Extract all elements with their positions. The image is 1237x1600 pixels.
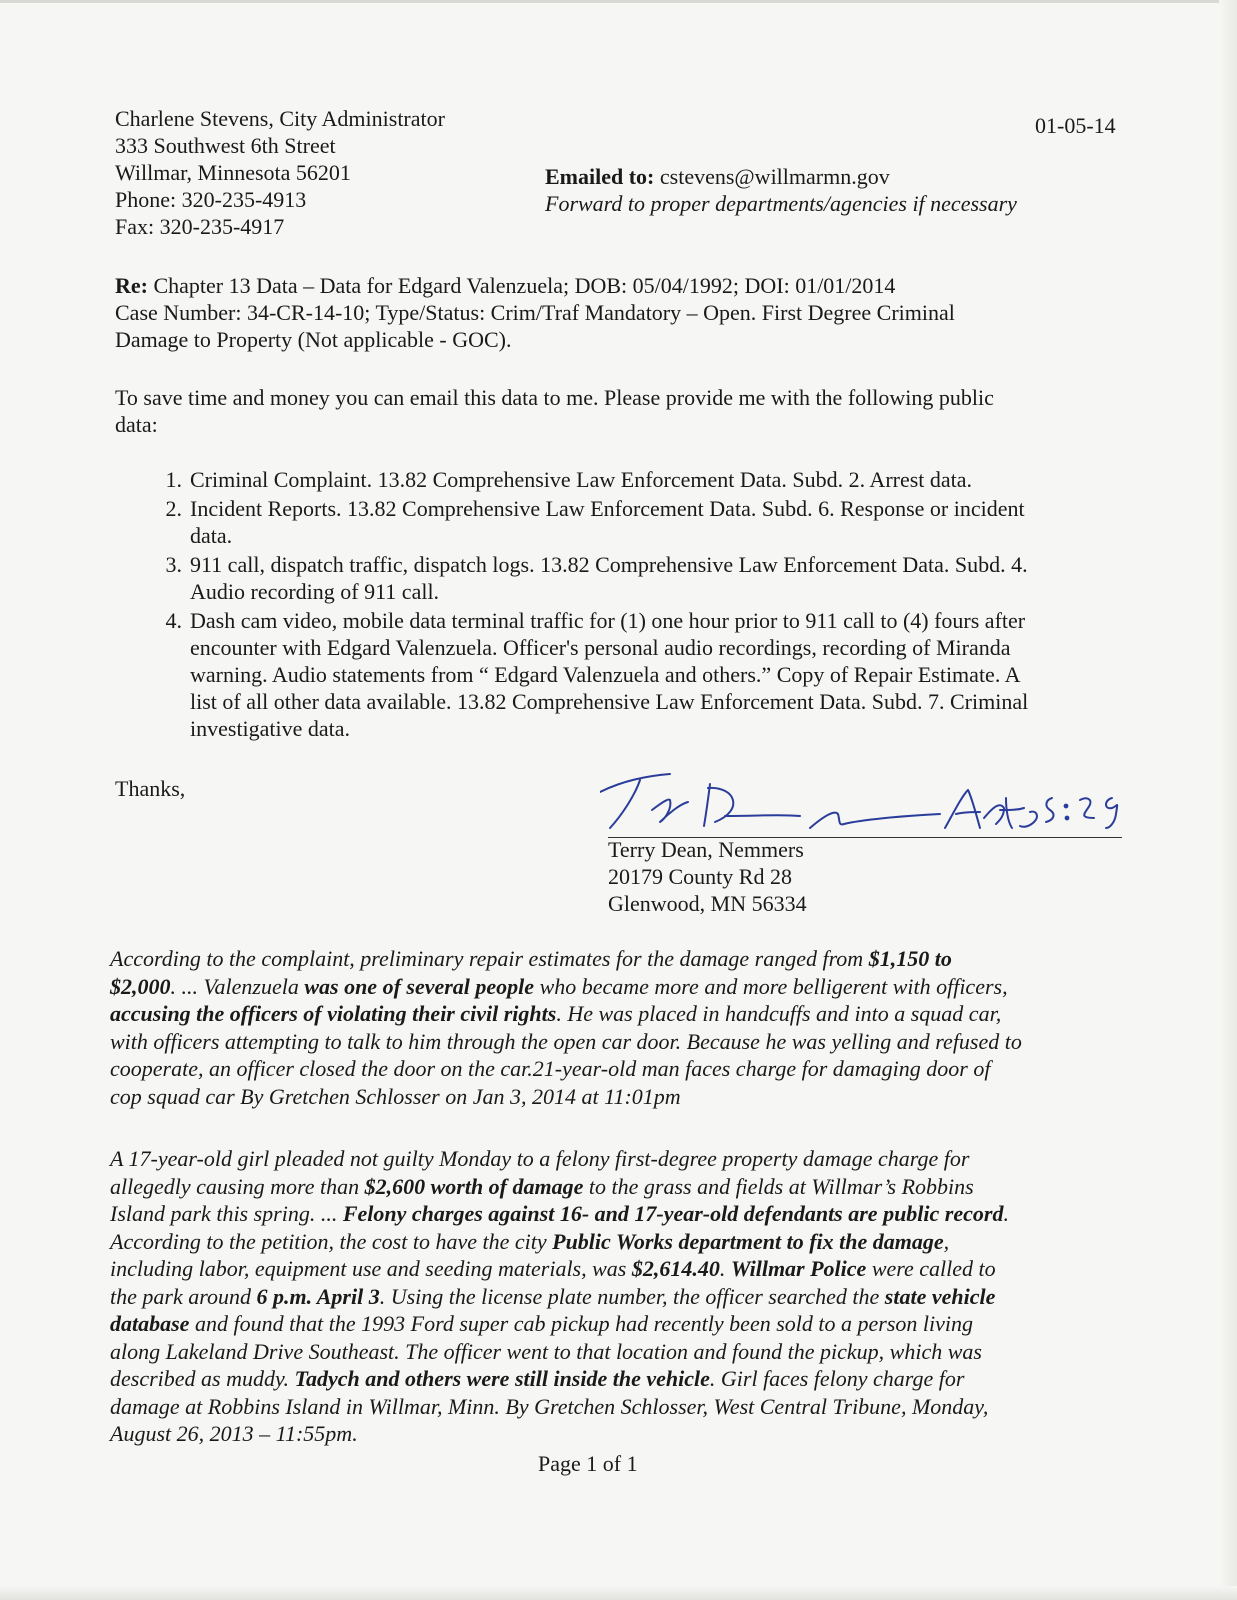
quote-run: damage at Robbins Island in Willmar, Minn. By Gretchen Schlosser, West Central Tribune, Monday, (110, 1393, 989, 1419)
signature-address (608, 836, 807, 917)
quote-bold-run: $2,600 worth of damage (364, 1173, 584, 1199)
quote-line (110, 1173, 1130, 1201)
request-text (190, 495, 1120, 549)
request-number: 2. (165, 496, 182, 521)
quote-run: . (719, 1256, 731, 1281)
request-line: warning. Audio statements from “ Edgard Valenzuela and others.” Copy of Repair Estimate. A (190, 662, 1021, 687)
quote-run: . Girl faces felony charge for (709, 1366, 965, 1391)
closing: Thanks, (115, 776, 186, 801)
quote-line (110, 1228, 1130, 1256)
quote-run: were called to (866, 1256, 996, 1281)
quote-bold-run: $1,150 to (868, 946, 952, 971)
scan-top-edge (0, 0, 1237, 3)
re-line-1: Chapter 13 Data – Data for Edgard Valenzuela; DOB: 05/04/1992; DOI: 01/01/2014 (147, 273, 896, 298)
recipient-address (115, 105, 445, 240)
re-line-3: Damage to Property (Not applicable - GOC). (115, 327, 512, 352)
quote-bold-run: was one of several people (304, 973, 535, 999)
quote-line (110, 1393, 1130, 1421)
quote-run: August 26, 2013 – 11:55pm. (110, 1421, 358, 1446)
quote-line (110, 1338, 1130, 1366)
request-line: Incident Reports. 13.82 Comprehensive Law Enforcement Data. Subd. 6. Response or incident (190, 496, 1025, 521)
quote-run: Island park this spring. ... (110, 1201, 343, 1226)
request-text (190, 466, 1120, 493)
quote-bold-run: accusing the officers of violating their civil rights (110, 1001, 557, 1026)
signer-name: Terry Dean, Nemmers (608, 837, 804, 862)
quote-run: . ... Valenzuela (170, 973, 305, 999)
request-text (190, 551, 1120, 605)
quote-run: allegedly causing more than (110, 1173, 365, 1199)
request-item (115, 607, 1125, 742)
request-item (115, 551, 1125, 605)
quote-run: including labor, equipment use and seeding materials, was (110, 1256, 632, 1281)
quote-line (110, 1420, 1130, 1448)
recipient-phone: Phone: 320-235-4913 (115, 187, 307, 212)
quote-bold-run: Public Works department to fix the damage (552, 1228, 944, 1254)
emailed-label: Emailed to: (545, 164, 655, 189)
re-line-2: Case Number: 34-CR-14-10; Type/Status: Crim/Traf Mandatory – Open. First Degree Criminal (115, 300, 955, 325)
intro-paragraph (115, 384, 1105, 438)
quote-run: described as muddy. (110, 1366, 295, 1391)
request-item (115, 495, 1125, 549)
quote-run: to the grass and fields at Willmar’s Robbins (583, 1173, 974, 1199)
quote-run: who became more and more belligerent with officers, (534, 973, 1008, 999)
recipient-fax: Fax: 320-235-4917 (115, 214, 285, 239)
quote-bold-run: $2,614.40 (631, 1256, 720, 1281)
request-number: 3. (165, 552, 182, 577)
request-item (115, 466, 1125, 493)
quote-line (110, 1283, 1130, 1311)
request-line: 911 call, dispatch traffic, dispatch logs. 13.82 Comprehensive Law Enforcement Data. Subd. 4. (190, 552, 1028, 577)
quote-line (110, 945, 1130, 973)
quote-bold-run: database (110, 1311, 190, 1336)
page-number: Page 1 of 1 (538, 1451, 638, 1476)
quote-line (110, 1255, 1130, 1283)
intro-line-1: To save time and money you can email this data to me. Please provide me with the following public (115, 385, 994, 410)
quote-run: cop squad car By Gretchen Schlosser on Jan 3, 2014 at 11:01pm (110, 1083, 681, 1109)
request-list (115, 466, 1125, 744)
scan-right-edge (1219, 0, 1237, 1600)
quote-line (110, 1083, 1130, 1111)
quote-line (110, 1145, 1130, 1173)
quote-line (110, 1055, 1130, 1083)
quote-run: According to the complaint, preliminary repair estimates for the damage ranged from (110, 946, 869, 971)
news-quote-1 (110, 945, 1130, 1110)
request-line: investigative data. (190, 716, 351, 741)
quote-run: and found that the 1993 Ford super cab pickup had recently been sold to a person living (189, 1311, 973, 1336)
letter-date: 01-05-14 (1035, 113, 1116, 138)
quote-bold-run: Felony charges against 16- and 17-year-old defendants are public record (342, 1201, 1004, 1226)
request-line: Dash cam video, mobile data terminal traffic for (1) one hour prior to 911 call to (4) fours after (190, 608, 1026, 633)
recipient-name: Charlene Stevens, City Administrator (115, 106, 445, 131)
signer-street: 20179 County Rd 28 (608, 864, 792, 889)
recipient-street: 333 Southwest 6th Street (115, 133, 336, 158)
request-text (190, 607, 1120, 742)
quote-run: . He was placed in handcuffs and into a squad car, (556, 1001, 1002, 1026)
quote-run: with officers attempting to talk to him through the open car door. Because he was yelling and refused to (110, 1028, 1022, 1054)
quote-line (110, 1200, 1130, 1228)
quote-line (110, 1000, 1130, 1028)
request-line: Audio recording of 911 call. (190, 579, 440, 604)
quote-line (110, 973, 1130, 1001)
emailed-address: cstevens@willmarmn.gov (654, 164, 890, 189)
re-label: Re: (115, 273, 148, 298)
quote-line (110, 1310, 1130, 1338)
request-line: list of all other data available. 13.82 Comprehensive Law Enforcement Data. Subd. 7. Criminal (190, 689, 1029, 714)
quote-line (110, 1028, 1130, 1056)
quote-run: the park around (110, 1283, 257, 1309)
quote-run: . (1003, 1201, 1009, 1226)
scan-bottom-edge (0, 1586, 1237, 1600)
request-number: 1. (165, 467, 182, 492)
emailed-to-block (545, 163, 1017, 217)
intro-line-2: data: (115, 412, 158, 437)
quote-run: According to the petition, the cost to have the city (110, 1228, 553, 1254)
quote-bold-run: Willmar Police (730, 1256, 867, 1281)
quote-run: cooperate, an officer closed the door on the car.21-year-old man faces charge for damaging door of (110, 1056, 991, 1081)
handwritten-signature (600, 770, 1140, 840)
news-quote-2 (110, 1145, 1130, 1448)
request-line: Criminal Complaint. 13.82 Comprehensive Law Enforcement Data. Subd. 2. Arrest data. (190, 467, 973, 492)
request-line: encounter with Edgard Valenzuela. Officer's personal audio recordings, recording of Miranda (190, 635, 1011, 660)
request-line: data. (190, 523, 233, 548)
quote-run: A 17-year-old girl pleaded not guilty Monday to a felony first-degree property damage charge for (110, 1146, 970, 1171)
quote-line (110, 1365, 1130, 1393)
forward-note: Forward to proper departments/agencies if necessary (545, 191, 1017, 216)
quote-bold-run: Tadych and others were still inside the vehicle (294, 1366, 710, 1391)
quote-bold-run: 6 p.m. April 3 (256, 1283, 380, 1309)
quote-bold-run: state vehicle (884, 1283, 996, 1309)
subject-block (115, 272, 1115, 353)
signer-city: Glenwood, MN 56334 (608, 891, 807, 916)
recipient-city: Willmar, Minnesota 56201 (115, 160, 351, 185)
quote-bold-run: $2,000 (110, 973, 171, 999)
quote-run: . Using the license plate number, the officer searched the (379, 1283, 885, 1309)
request-number: 4. (165, 608, 182, 633)
quote-run: along Lakeland Drive Southeast. The officer went to that location and found the pickup, which was (110, 1338, 982, 1364)
quote-run: , (943, 1228, 950, 1254)
